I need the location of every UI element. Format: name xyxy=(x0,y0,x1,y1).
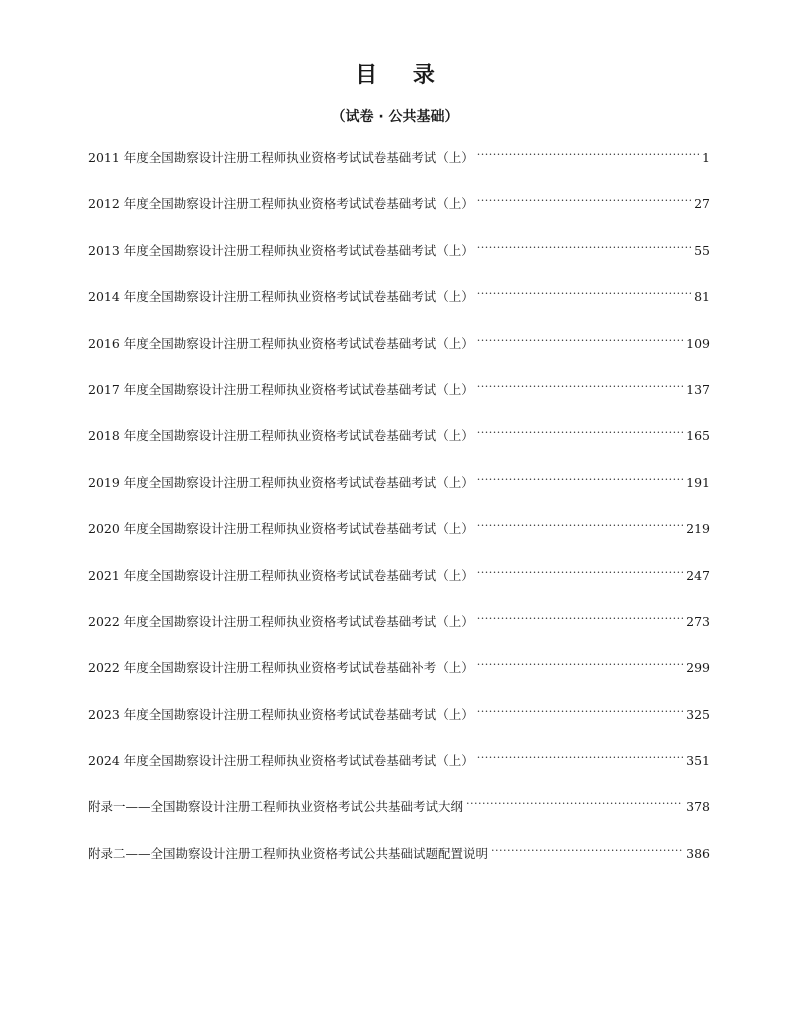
leader-dots xyxy=(477,745,683,765)
toc-entry-page: 247 xyxy=(686,567,710,583)
page-title: 目 录 xyxy=(355,63,449,88)
toc-entry-page: 325 xyxy=(686,706,710,722)
toc-entry-label: 2013 年度全国勘察设计注册工程师执业资格考试试卷基础考试（上） xyxy=(88,242,474,258)
toc-entry-page: 378 xyxy=(686,799,710,815)
toc-entry-page: 299 xyxy=(686,660,710,676)
leader-dots xyxy=(477,281,691,301)
toc-entry[interactable] xyxy=(88,328,710,374)
toc-entry-page: 137 xyxy=(686,381,710,397)
toc-entry-page: 1 xyxy=(702,150,710,165)
toc-entry-page: 165 xyxy=(686,428,710,444)
toc-entry-page: 55 xyxy=(694,242,710,258)
leader-dots xyxy=(477,513,683,533)
toc-entry-label: 2016 年度全国勘察设计注册工程师执业资格考试试卷基础考试（上） xyxy=(88,335,474,351)
toc-entry-page: 219 xyxy=(686,521,710,537)
toc-entry-page: 351 xyxy=(686,753,710,769)
toc-entry[interactable] xyxy=(88,281,710,327)
leader-dots xyxy=(477,606,683,626)
leader-dots xyxy=(477,652,683,672)
leader-dots xyxy=(477,328,683,348)
leader-dots xyxy=(477,188,691,208)
toc-entry-page: 191 xyxy=(686,474,710,490)
toc-entry-label: 2022 年度全国勘察设计注册工程师执业资格考试试卷基础考试（上） xyxy=(88,613,474,629)
toc-entry-label: 2024 年度全国勘察设计注册工程师执业资格考试试卷基础考试（上） xyxy=(88,753,474,769)
leader-dots xyxy=(477,560,683,580)
toc-entry[interactable] xyxy=(88,420,710,466)
toc-entry[interactable] xyxy=(88,652,710,698)
toc-entry-page: 386 xyxy=(686,845,710,861)
page-subtitle: （试卷 · 公共基础） xyxy=(331,109,459,125)
toc-entry-label: 附录二——全国勘察设计注册工程师执业资格考试公共基础试题配置说明 xyxy=(88,845,489,861)
toc-entry-label: 附录一——全国勘察设计注册工程师执业资格考试公共基础考试大纲 xyxy=(88,799,464,815)
toc-entry-label: 2012 年度全国勘察设计注册工程师执业资格考试试卷基础考试（上） xyxy=(88,196,474,212)
leader-dots xyxy=(477,467,683,487)
toc-entry[interactable] xyxy=(88,235,710,281)
toc-entry-page: 109 xyxy=(686,335,710,351)
toc-entry[interactable] xyxy=(88,560,710,606)
leader-dots xyxy=(477,374,683,394)
toc-entry[interactable] xyxy=(88,606,710,652)
leader-dots xyxy=(477,699,683,719)
toc-entry[interactable] xyxy=(88,791,710,837)
toc-entry-label: 2019 年度全国勘察设计注册工程师执业资格考试试卷基础考试（上） xyxy=(88,474,474,490)
toc-entry-label: 2022 年度全国勘察设计注册工程师执业资格考试试卷基础补考（上） xyxy=(88,660,474,676)
table-of-contents xyxy=(88,142,710,884)
toc-entry[interactable] xyxy=(88,838,710,884)
toc-entry-label: 2021 年度全国勘察设计注册工程师执业资格考试试卷基础考试（上） xyxy=(88,567,474,583)
toc-entry-label: 2014 年度全国勘察设计注册工程师执业资格考试试卷基础考试（上） xyxy=(88,289,474,305)
toc-entry-page: 27 xyxy=(694,196,710,212)
leader-dots xyxy=(491,838,683,858)
leader-dots xyxy=(477,420,683,440)
leader-dots xyxy=(466,791,683,811)
toc-entry-page: 81 xyxy=(694,289,710,305)
toc-entry[interactable] xyxy=(88,374,710,420)
toc-entry[interactable] xyxy=(88,188,710,234)
toc-entry-label: 2018 年度全国勘察设计注册工程师执业资格考试试卷基础考试（上） xyxy=(88,428,474,444)
toc-entry[interactable] xyxy=(88,142,710,188)
leader-dots xyxy=(477,235,691,255)
toc-entry[interactable] xyxy=(88,467,710,513)
leader-dots xyxy=(477,142,699,162)
toc-entry[interactable] xyxy=(88,745,710,791)
toc-entry-label: 2023 年度全国勘察设计注册工程师执业资格考试试卷基础考试（上） xyxy=(88,706,474,722)
toc-entry-label: 2017 年度全国勘察设计注册工程师执业资格考试试卷基础考试（上） xyxy=(88,381,474,397)
toc-entry-label: 2020 年度全国勘察设计注册工程师执业资格考试试卷基础考试（上） xyxy=(88,521,474,537)
toc-entry-page: 273 xyxy=(686,613,710,629)
toc-entry[interactable] xyxy=(88,699,710,745)
toc-entry[interactable] xyxy=(88,513,710,559)
toc-entry-label: 2011 年度全国勘察设计注册工程师执业资格考试试卷基础考试（上） xyxy=(88,150,474,165)
